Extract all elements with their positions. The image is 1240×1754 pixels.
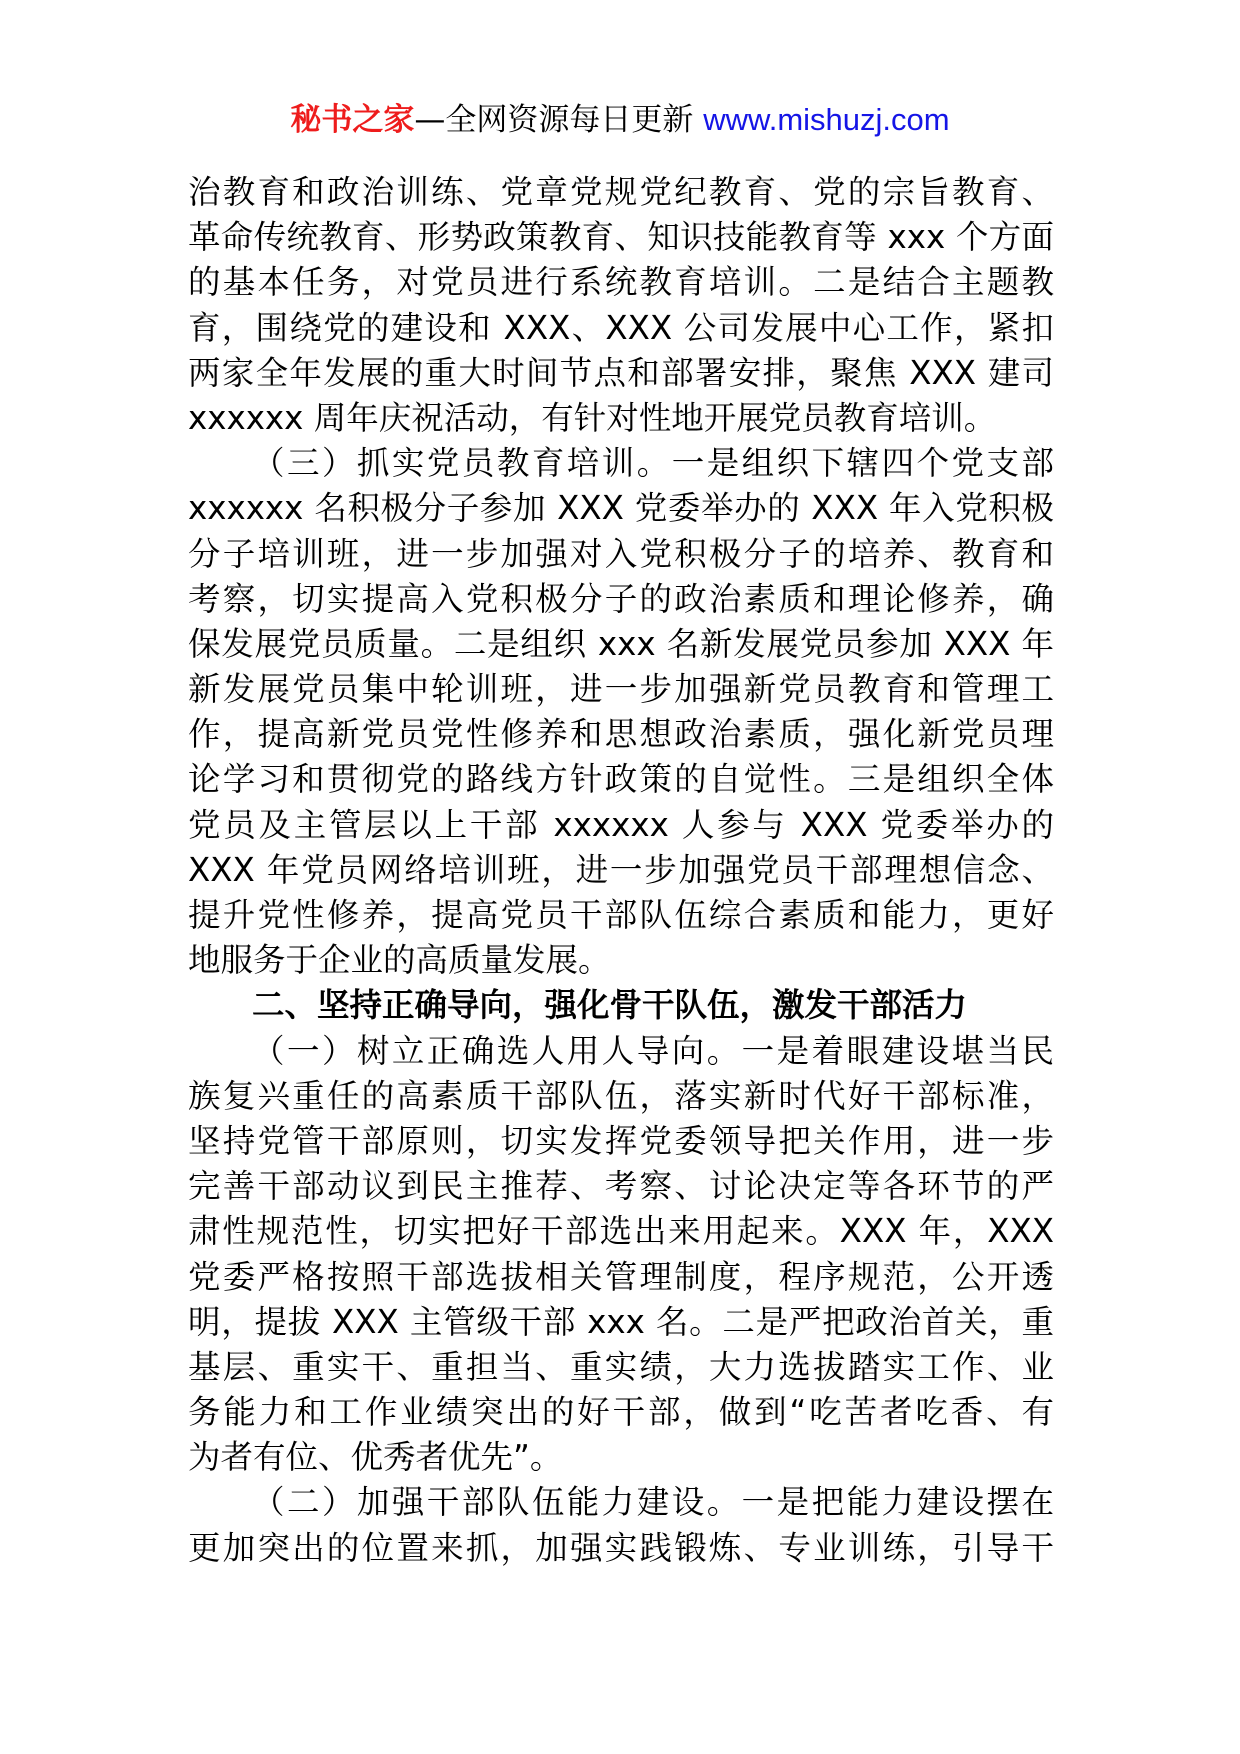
document-body bbox=[188, 170, 1054, 1571]
text-line: xxxxxx 周年庆祝活动，有针对性地开展党员教育培训。 bbox=[188, 398, 997, 437]
text-line: XXX 年党员网络培训班，进一步加强党员干部理想信念、 bbox=[188, 850, 1054, 889]
text-line: 坚持党管干部原则，切实发挥党委领导把关作用，进一步 bbox=[188, 1121, 1054, 1160]
section-heading: 二、坚持正确导向，强化骨干队伍，激发干部活力 bbox=[252, 986, 968, 1025]
header-brand: 秘书之家 bbox=[290, 102, 415, 138]
text-line: 为者有位、优秀者优先”。 bbox=[188, 1438, 563, 1477]
text-line: 党委严格按照干部选拔相关管理制度，程序规范，公开透 bbox=[188, 1257, 1054, 1296]
text-line: 务能力和工作业绩突出的好干部，做到“吃苦者吃香、有 bbox=[188, 1393, 1054, 1432]
text-line: 治教育和政治训练、党章党规党纪教育、党的宗旨教育、 bbox=[188, 173, 1054, 211]
page-header bbox=[0, 98, 1240, 142]
text-line: 族复兴重任的高素质干部队伍，落实新时代好干部标准， bbox=[188, 1076, 1054, 1115]
text-line: 肃性规范性，切实把好干部选出来用起来。XXX 年，XXX bbox=[188, 1212, 1054, 1251]
text-line: 党员及主管层以上干部 xxxxxx 人参与 XXX 党委举办的 bbox=[188, 805, 1054, 844]
text-line: 完善干部动议到民主推荐、考察、讨论决定等各环节的严 bbox=[188, 1167, 1054, 1206]
text-line: 作，提高新党员党性修养和思想政治素质，强化新党员理 bbox=[188, 715, 1054, 754]
text-line: 育，围绕党的建设和 XXX、XXX 公司发展中心工作，紧扣 bbox=[188, 308, 1054, 347]
text-line: 提升党性修养，提高党员干部队伍综合素质和能力，更好 bbox=[188, 896, 1054, 934]
text-line: 考察，切实提高入党积极分子的政治素质和理论修养，确 bbox=[188, 579, 1054, 618]
header-site-link[interactable]: www.mishuzj.com bbox=[703, 102, 950, 137]
paragraph-start-line: （三）抓实党员教育培训。一是组织下辖四个党支部 bbox=[252, 444, 1054, 483]
paragraph-start-line: （一）树立正确选人用人导向。一是着眼建设堪当民 bbox=[252, 1031, 1054, 1070]
text-line: 保发展党员质量。二是组织 xxx 名新发展党员参加 XXX 年 bbox=[188, 624, 1054, 663]
text-line: xxxxxx 名积极分子参加 XXX 党委举办的 XXX 年入党积极 bbox=[188, 489, 1054, 528]
text-line: 分子培训班，进一步加强对入党积极分子的培养、教育和 bbox=[188, 534, 1054, 573]
text-line: 两家全年发展的重大时间节点和部署安排，聚焦 XXX 建司 bbox=[188, 353, 1054, 392]
text-line: 明，提拔 XXX 主管级干部 xxx 名。二是严把政治首关，重 bbox=[188, 1302, 1054, 1341]
header-tagline: —全网资源每日更新 bbox=[414, 102, 694, 138]
paragraph-start-line: （二）加强干部队伍能力建设。一是把能力建设摆在 bbox=[252, 1483, 1054, 1522]
text-line: 更加突出的位置来抓，加强实践锻炼、专业训练，引导干 bbox=[188, 1528, 1054, 1567]
text-line: 论学习和贯彻党的路线方针政策的自觉性。三是组织全体 bbox=[188, 760, 1054, 799]
text-line: 革命传统教育、形势政策教育、知识技能教育等 xxx 个方面 bbox=[188, 218, 1054, 257]
text-line: 地服务于企业的高质量发展。 bbox=[188, 941, 611, 980]
text-line: 新发展党员集中轮训班，进一步加强新党员教育和管理工 bbox=[188, 670, 1054, 709]
text-line: 基层、重实干、重担当、重实绩，大力选拔踏实工作、业 bbox=[188, 1347, 1054, 1386]
text-line: 的基本任务，对党员进行系统教育培训。二是结合主题教 bbox=[188, 263, 1054, 302]
